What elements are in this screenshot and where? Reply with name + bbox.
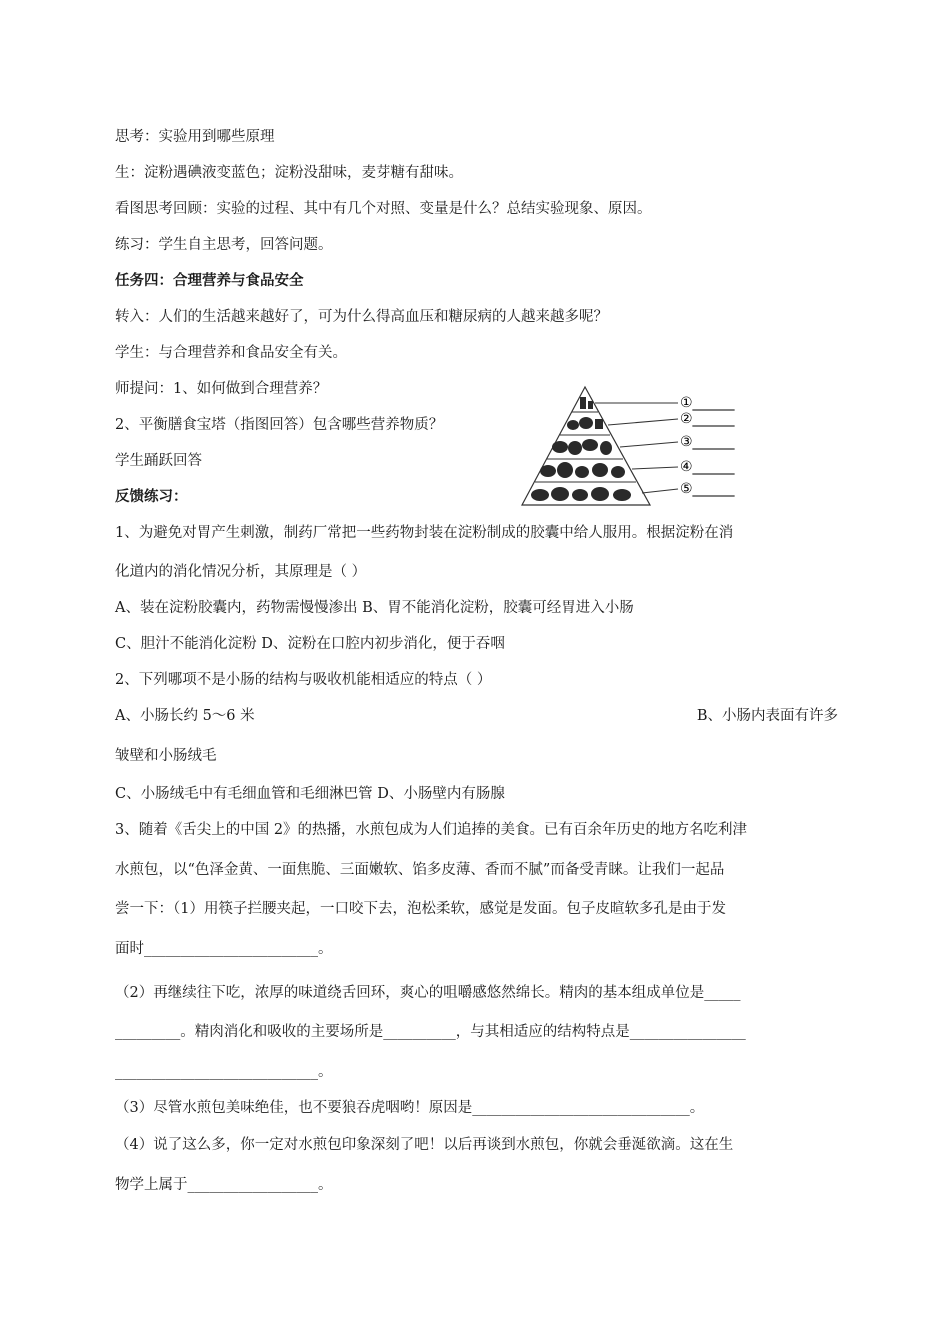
question-text: （2）再继续往下吃，浓厚的味道绕舌回环，爽心的咀嚼感悠然绵长。精肉的基本组成单位是_____	[115, 985, 741, 1001]
text-line: 转入：人们的生活越来越好了，可为什么得高血压和糖尿病的人越来越多呢？	[115, 309, 608, 325]
food-pyramid-svg	[520, 385, 750, 510]
food-pyramid-figure	[520, 385, 750, 510]
option-line: C、胆汁不能消化淀粉 D、淀粉在口腔内初步消化，便于吞咽	[115, 636, 505, 652]
question-text: 物学上属于__________________。	[115, 1177, 333, 1193]
pyramid-label: ⑤______	[680, 481, 735, 497]
text-line: 师提问：1、如何做到合理营养？	[115, 381, 328, 397]
question-text: 尝一下：（1）用筷子拦腰夹起，一口咬下去，泡松柔软，感觉是发面。包子皮暄软多孔是由于发	[115, 901, 726, 917]
pyramid-label: ④______	[680, 459, 735, 475]
text-line: 学生：与合理营养和食品安全有关。	[115, 345, 347, 361]
question-text: 1、为避免对胃产生刺激，制药厂常把一些药物封装在淀粉制成的胶囊中给人服用。根据淀粉在消	[115, 525, 734, 541]
question-text: 3、随着《舌尖上的中国 2》的热播，水煎包成为人们追捧的美食。已有百余年历史的地方名吃利津	[115, 822, 748, 838]
pyramid-label: ②______	[680, 411, 735, 427]
section-heading: 任务四：合理营养与食品安全	[115, 272, 304, 289]
option-line: C、小肠绒毛中有毛细血管和毛细淋巴管 D、小肠壁内有肠腺	[115, 786, 505, 802]
pyramid-label: ③______	[680, 434, 735, 450]
question-text: 2、下列哪项不是小肠的结构与吸收机能相适应的特点（ ）	[115, 672, 492, 688]
question-text: 化道内的消化情况分析，其原理是（ ）	[115, 564, 367, 580]
text-line: 生：淀粉遇碘液变蓝色；淀粉没甜味，麦芽糖有甜味。	[115, 165, 463, 181]
text-line: 学生踊跃回答	[115, 453, 202, 469]
pyramid-label: ①______	[680, 395, 735, 411]
section-heading: 反馈练习：	[115, 488, 188, 505]
option-line: B、小肠内表面有许多	[696, 708, 838, 724]
question-text: （4）说了这么多，你一定对水煎包印象深刻了吧！以后再谈到水煎包，你就会垂涎欲滴。这在生	[115, 1137, 734, 1153]
question-text: _________。精肉消化和吸收的主要场所是__________，与其相适应的结构特点是________________	[115, 1024, 746, 1040]
text-line: 2、平衡膳食宝塔（指图回答）包含哪些营养物质？	[115, 417, 444, 433]
text-line: 思考：实验用到哪些原理	[115, 129, 275, 145]
option-line: A、小肠长约 5～6 米	[115, 708, 255, 724]
question-text: （3）尽管水煎包美味绝佳，也不要狼吞虎咽哟！原因是______________________________。	[115, 1100, 705, 1116]
question-text: 水煎包，以“色泽金黄、一面焦脆、三面嫩软、馅多皮薄、香而不腻”而备受青睐。让我们一起品	[115, 862, 725, 878]
text-line: 练习：学生自主思考，回答问题。	[115, 237, 333, 253]
option-line: 皱壁和小肠绒毛	[115, 748, 217, 764]
text-line: 看图思考回顾：实验的过程、其中有几个对照、变量是什么？总结实验现象、原因。	[115, 201, 652, 217]
option-line: A、装在淀粉胶囊内，药物需慢慢渗出 B、胃不能消化淀粉，胶囊可经胃进入小肠	[115, 600, 634, 616]
question-text: 面时________________________。	[115, 941, 333, 957]
question-text: ____________________________。	[115, 1064, 333, 1080]
